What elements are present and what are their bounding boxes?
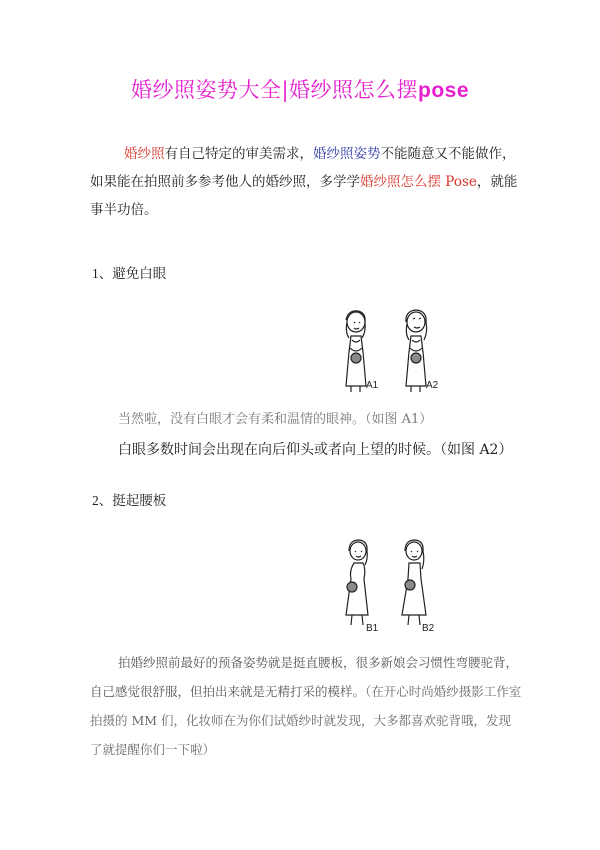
intro-text-2: 不能随意又不能做作，如果能在拍照前多参考他人的婚纱照，多学学: [90, 146, 516, 190]
caption-a2: 白眼多数时间会出现在向后仰头或者向上望的时候。（如图 A2）: [118, 442, 513, 458]
label-b2: B2: [422, 623, 435, 634]
intro-paragraph: [90, 140, 520, 224]
label-a2: A2: [426, 380, 439, 391]
title-latin: pose: [418, 79, 470, 102]
keyword-how-to-pose: 婚纱照怎么摆 Pose: [360, 174, 477, 190]
document-title: [0, 74, 600, 104]
illustration-a-eyes: [332, 308, 454, 398]
section-heading-avoid-eye-roll: 1、避免白眼: [92, 266, 167, 281]
label-a1: A1: [366, 380, 379, 391]
caption-a1: 当然啦，没有白眼才会有柔和温情的眼神。（如图 A1）: [118, 412, 433, 427]
illustration-b-posture: [336, 537, 452, 637]
bride-figure-a2: [406, 310, 427, 392]
bride-figure-a1: [346, 311, 366, 392]
bride-figure-b1: [346, 540, 368, 625]
posture-note: （在开心时尚婚纱摄影工作室拍摄的 MM 们，化妆师在为你们试婚纱时就发现，大多都喜欢驼背哦，发现了就提醒你们一下啦）: [90, 684, 522, 757]
intro-text-3: ，就能事半功倍。: [90, 174, 518, 218]
keyword-wedding-pose: 婚纱照姿势: [313, 146, 381, 162]
intro-text-1: 有自己特定的审美需求，: [164, 146, 313, 162]
section-heading-straighten-back: 2、挺起腰板: [92, 493, 167, 508]
keyword-wedding-photo: 婚纱照: [124, 146, 165, 162]
bride-figure-b2: [402, 540, 426, 625]
title-chinese: 婚纱照姿势大全|婚纱照怎么摆: [130, 78, 419, 102]
label-b1: B1: [366, 623, 379, 634]
posture-body: 拍婚纱照前最好的预备姿势就是挺直腰板，很多新娘会习惯性弯腰驼背，自己感觉很舒服，但拍出来就是无精打采的模样。: [90, 655, 519, 699]
posture-paragraph: [90, 648, 522, 764]
